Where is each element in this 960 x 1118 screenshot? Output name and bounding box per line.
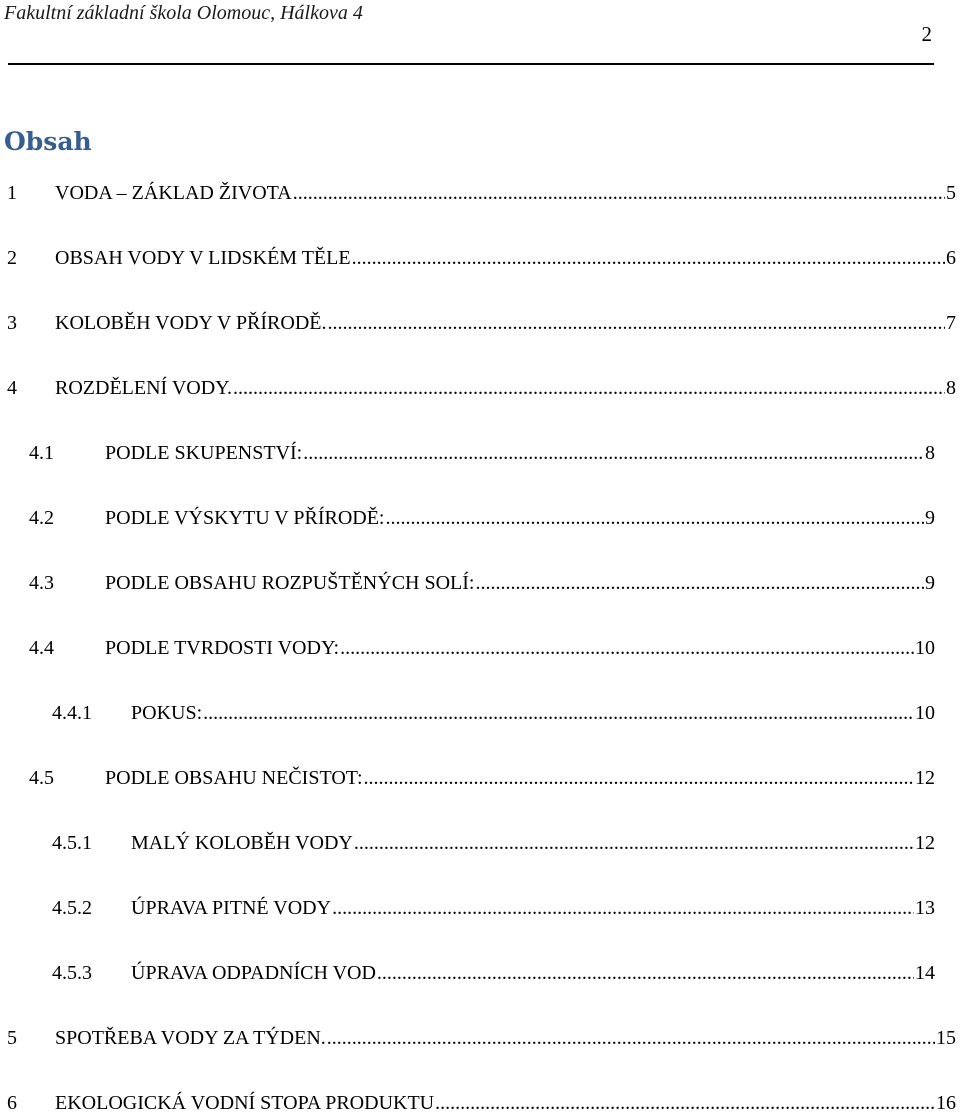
- toc-entry-title: POKUS:: [131, 702, 203, 724]
- toc-entry-number: 4.5: [29, 767, 54, 789]
- toc-entry-page: 8: [925, 442, 935, 464]
- toc-leader-dots: [303, 438, 924, 468]
- toc-entry-title: PODLE OBSAHU ROZPUŠTĚNÝCH SOLÍ:: [105, 572, 475, 594]
- toc-entry-page: 5: [946, 182, 956, 204]
- toc-heading: Obsah: [4, 127, 92, 156]
- toc-entry-page: 14: [915, 962, 935, 984]
- toc-entry-page: 10: [915, 637, 935, 659]
- toc-leader-dots: [328, 308, 945, 338]
- toc-leader-dots: [332, 893, 914, 923]
- toc-entry-number: 4: [7, 377, 17, 399]
- toc-leader-dots: [327, 1023, 935, 1053]
- toc-leader-dots: [293, 178, 945, 208]
- toc-entry-title: OBSAH VODY V LIDSKÉM TĚLE: [55, 247, 351, 269]
- toc-entry-2[interactable]: [0, 243, 960, 273]
- toc-entry-4-5-1[interactable]: [0, 828, 960, 858]
- toc-entry-title: PODLE SKUPENSTVÍ:: [105, 442, 303, 464]
- toc-leader-dots: [203, 698, 914, 728]
- toc-entry-4-4-1[interactable]: [0, 698, 960, 728]
- toc-entry-page: 9: [925, 507, 935, 529]
- toc-entry-title: EKOLOGICKÁ VODNÍ STOPA PRODUKTU: [55, 1092, 435, 1114]
- toc-entry-title: PODLE VÝSKYTU V PŘÍRODĚ:: [105, 507, 385, 529]
- toc-entry-4-4[interactable]: [0, 633, 960, 663]
- toc-entry-number: 2: [7, 247, 17, 269]
- toc-entry-number: 4.4.1: [52, 702, 92, 724]
- toc-entry-page: 7: [946, 312, 956, 334]
- toc-entry-number: 4.2: [29, 507, 54, 529]
- toc-entry-title: SPOTŘEBA VODY ZA TÝDEN.: [55, 1027, 326, 1049]
- page-number: 2: [921, 22, 932, 46]
- toc-entry-number: 4.5.1: [52, 832, 92, 854]
- toc-entry-1[interactable]: [0, 178, 960, 208]
- toc-entry-4-1[interactable]: [0, 438, 960, 468]
- toc-entry-number: 4.5.3: [52, 962, 92, 984]
- toc-entry-5[interactable]: [0, 1023, 960, 1053]
- toc-entry-4-5-2[interactable]: [0, 893, 960, 923]
- toc-entry-number: 6: [7, 1092, 17, 1114]
- toc-leader-dots: [385, 503, 924, 533]
- toc-entry-number: 5: [7, 1027, 17, 1049]
- toc-entry-page: 12: [915, 832, 935, 854]
- toc-entry-number: 3: [7, 312, 17, 334]
- toc-entry-page: 6: [946, 247, 956, 269]
- header-school-name: Fakultní základní škola Olomouc, Hálkova 4: [4, 2, 363, 24]
- toc-entry-page: 15: [936, 1027, 956, 1049]
- toc-entry-number: 4.3: [29, 572, 54, 594]
- toc-leader-dots: [354, 828, 914, 858]
- toc-entry-4-2[interactable]: [0, 503, 960, 533]
- toc-entry-4[interactable]: [0, 373, 960, 403]
- toc-entry-page: 9: [925, 572, 935, 594]
- toc-entry-title: PODLE OBSAHU NEČISTOT:: [105, 767, 363, 789]
- toc-entry-number: 4.5.2: [52, 897, 92, 919]
- toc-entry-4-5-3[interactable]: [0, 958, 960, 988]
- toc-leader-dots: [475, 568, 924, 598]
- toc-entry-title: ROZDĚLENÍ VODY.: [55, 377, 233, 399]
- toc-entry-3[interactable]: [0, 308, 960, 338]
- toc-leader-dots: [364, 763, 914, 793]
- toc-entry-page: 16: [936, 1092, 956, 1114]
- toc-leader-dots: [435, 1088, 935, 1118]
- toc-entry-title: MALÝ KOLOBĚH VODY: [131, 832, 353, 854]
- toc-entry-6[interactable]: [0, 1088, 960, 1118]
- toc-leader-dots: [377, 958, 914, 988]
- toc-entry-page: 12: [915, 767, 935, 789]
- toc-entry-title: PODLE TVRDOSTI VODY:: [105, 637, 340, 659]
- toc-leader-dots: [352, 243, 945, 273]
- toc-entry-4-5[interactable]: [0, 763, 960, 793]
- toc-entry-number: 4.1: [29, 442, 54, 464]
- toc-entry-page: 10: [915, 702, 935, 724]
- toc-entry-number: 4.4: [29, 637, 54, 659]
- toc-entry-number: 1: [7, 182, 17, 204]
- toc-entry-title: ÚPRAVA ODPADNÍCH VOD: [131, 962, 376, 984]
- toc-entry-title: KOLOBĚH VODY V PŘÍRODĚ.: [55, 312, 327, 334]
- toc-entry-title: VODA – ZÁKLAD ŽIVOTA: [55, 182, 292, 204]
- toc-entry-page: 8: [946, 377, 956, 399]
- toc-entry-page: 13: [915, 897, 935, 919]
- toc-entry-title: ÚPRAVA PITNÉ VODY: [131, 897, 332, 919]
- toc-leader-dots: [233, 373, 945, 403]
- toc-leader-dots: [340, 633, 914, 663]
- toc-entry-4-3[interactable]: [0, 568, 960, 598]
